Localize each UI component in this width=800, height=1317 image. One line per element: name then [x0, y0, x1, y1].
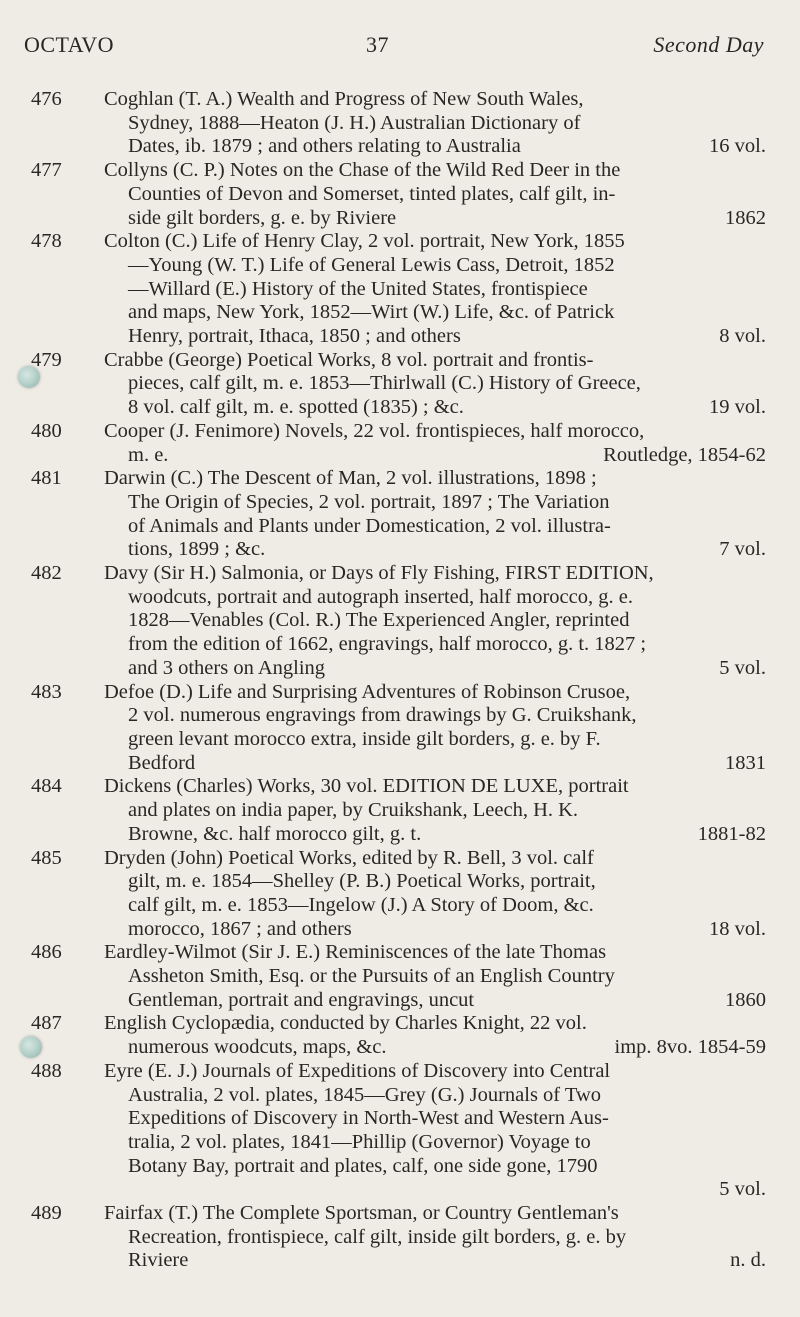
- lot-quantity: 1862: [725, 206, 766, 229]
- lot-entry: [31, 348, 766, 420]
- lot-text: Colton (C.) Life of Henry Clay, 2 vol. portrait, New York, 1855: [104, 230, 625, 253]
- lot-quantity: 1831: [725, 751, 766, 774]
- lot-line: [104, 467, 766, 491]
- lot-text: m. e.: [128, 443, 169, 466]
- lot-line: [104, 752, 766, 776]
- lot-line: [104, 728, 766, 752]
- lot-text: and maps, New York, 1852—Wirt (W.) Life, &c. of Patrick: [128, 301, 615, 324]
- lot-line: [104, 918, 766, 942]
- lot-line: [104, 799, 766, 823]
- lot-line: [104, 207, 766, 231]
- lot-text: Browne, &c. half morocco gilt, g. t.: [128, 822, 422, 845]
- lot-line: [104, 278, 766, 302]
- header-day: Second Day: [653, 32, 764, 57]
- lot-quantity: 16 vol.: [709, 135, 766, 158]
- lot-text: tions, 1899 ; &c.: [128, 538, 266, 561]
- lot-entry: [31, 1202, 766, 1273]
- lot-number: 477: [31, 159, 62, 182]
- lot-quantity: 5 vol.: [719, 656, 766, 679]
- lot-quantity: imp. 8vo. 1854-59: [614, 1036, 766, 1059]
- lot-text: Bedford: [128, 751, 196, 774]
- lot-quantity: 18 vol.: [709, 917, 766, 940]
- lot-text: Fairfax (T.) The Complete Sportsman, or Country Gentleman's: [104, 1202, 619, 1225]
- lot-line: [104, 420, 766, 444]
- lot-text: side gilt borders, g. e. by Riviere: [128, 206, 397, 229]
- lot-line: [104, 396, 766, 420]
- lot-quantity: 5 vol.: [719, 1178, 766, 1201]
- lot-entry: [31, 1059, 766, 1202]
- lot-line: [104, 941, 766, 965]
- lot-quantity: 19 vol.: [709, 396, 766, 419]
- lot-line: [104, 847, 766, 871]
- lot-text: Sydney, 1888—Heaton (J. H.) Australian Dictionary of: [128, 111, 581, 134]
- lot-line: [104, 1226, 766, 1250]
- lot-text: Davy (Sir H.) Salmonia, or Days of Fly Fishing, FIRST EDITION,: [104, 562, 654, 585]
- lot-line: [104, 254, 766, 278]
- lot-entry: [31, 419, 766, 467]
- lot-entry: [31, 846, 766, 942]
- lot-text: and plates on india paper, by Cruikshank, Leech, H. K.: [128, 799, 579, 822]
- lot-number: 487: [31, 1012, 62, 1035]
- lot-text: —Young (W. T.) Life of General Lewis Cass, Detroit, 1852: [128, 253, 615, 276]
- lot-quantity: 1860: [725, 988, 766, 1011]
- lot-text: Recreation, frontispiece, calf gilt, inside gilt borders, g. e. by: [128, 1225, 627, 1248]
- lot-line: [104, 1178, 766, 1202]
- lot-text: Collyns (C. P.) Notes on the Chase of the Wild Red Deer in the: [104, 159, 621, 182]
- lot-text: Expeditions of Discovery in North-West and Western Aus-: [128, 1107, 609, 1130]
- page-header: [24, 32, 776, 60]
- lot-entry: [31, 467, 766, 562]
- lot-text: tralia, 2 vol. plates, 1841—Phillip (Governor) Voyage to: [128, 1130, 591, 1153]
- lot-line: [104, 989, 766, 1013]
- lot-line: [104, 775, 766, 799]
- lot-number: 489: [31, 1202, 62, 1225]
- lot-line: [104, 372, 766, 396]
- lot-line: [104, 491, 766, 515]
- lot-line: [104, 1131, 766, 1155]
- lot-text: Eyre (E. J.) Journals of Expeditions of Discovery into Central: [104, 1059, 611, 1082]
- lot-line: [104, 657, 766, 681]
- lot-line: [104, 609, 766, 633]
- lot-line: [104, 1060, 766, 1084]
- lot-list: [0, 88, 800, 1273]
- lot-number: 484: [31, 775, 62, 798]
- lot-line: [104, 1249, 766, 1273]
- lot-text: 8 vol. calf gilt, m. e. spotted (1835) ; &c.: [128, 396, 464, 419]
- lot-line: [104, 325, 766, 349]
- lot-text: Counties of Devon and Somerset, tinted plates, calf gilt, in-: [128, 182, 616, 205]
- lot-text: from the edition of 1662, engravings, half morocco, g. t. 1827 ;: [128, 633, 647, 656]
- lot-text: Crabbe (George) Poetical Works, 8 vol. portrait and frontis-: [104, 348, 594, 371]
- lot-line: [104, 1155, 766, 1179]
- lot-number: 478: [31, 230, 62, 253]
- lot-number: 483: [31, 680, 62, 703]
- lot-text: The Origin of Species, 2 vol. portrait, 1897 ; The Variation: [128, 490, 610, 513]
- lot-number: 480: [31, 419, 62, 442]
- lot-line: [104, 1084, 766, 1108]
- lot-text: and 3 others on Angling: [128, 656, 326, 679]
- lot-text: Darwin (C.) The Descent of Man, 2 vol. illustrations, 1898 ;: [104, 467, 597, 490]
- lot-number: 481: [31, 467, 62, 490]
- lot-text: Henry, portrait, Ithaca, 1850 ; and others: [128, 325, 461, 348]
- lot-text: calf gilt, m. e. 1853—Ingelow (J.) A Story of Doom, &c.: [128, 893, 594, 916]
- lot-number: 488: [31, 1059, 62, 1082]
- lot-line: [104, 159, 766, 183]
- lot-text: Defoe (D.) Life and Surprising Adventures of Robinson Crusoe,: [104, 680, 631, 703]
- lot-text: Cooper (J. Fenimore) Novels, 22 vol. frontispieces, half morocco,: [104, 419, 645, 442]
- lot-text: green levant morocco extra, inside gilt borders, g. e. by F.: [128, 727, 601, 750]
- lot-quantity: Routledge, 1854-62: [603, 443, 766, 466]
- lot-line: [104, 823, 766, 847]
- lot-line: [104, 633, 766, 657]
- lot-text: English Cyclopædia, conducted by Charles Knight, 22 vol.: [104, 1012, 587, 1035]
- lot-line: [104, 1202, 766, 1226]
- lot-text: Coghlan (T. A.) Wealth and Progress of New South Wales,: [104, 88, 584, 110]
- lot-text: Botany Bay, portrait and plates, calf, one side gone, 1790: [128, 1154, 598, 1177]
- lot-line: [104, 88, 766, 112]
- lot-text: pieces, calf gilt, m. e. 1853—Thirlwall (C.) History of Greece,: [128, 372, 641, 395]
- lot-text: gilt, m. e. 1854—Shelley (P. B.) Poetical Works, portrait,: [128, 870, 596, 893]
- lot-line: [104, 135, 766, 159]
- lot-quantity: 7 vol.: [719, 538, 766, 561]
- lot-line: [104, 515, 766, 539]
- lot-entry: [31, 680, 766, 776]
- lot-line: [104, 183, 766, 207]
- lot-entry: [31, 88, 766, 159]
- lot-line: [104, 349, 766, 373]
- lot-line: [104, 704, 766, 728]
- lot-entry: [31, 941, 766, 1012]
- lot-line: [104, 301, 766, 325]
- lot-text: Dates, ib. 1879 ; and others relating to Australia: [128, 135, 521, 158]
- lot-line: [104, 681, 766, 705]
- lot-number: 482: [31, 562, 62, 585]
- lot-line: [104, 112, 766, 136]
- lot-text: —Willard (E.) History of the United States, frontispiece: [128, 277, 588, 300]
- lot-entry: [31, 230, 766, 349]
- lot-number: 485: [31, 846, 62, 869]
- lot-text: woodcuts, portrait and autograph inserted, half morocco, g. e.: [128, 585, 633, 608]
- lot-line: [104, 1107, 766, 1131]
- lot-line: [104, 444, 766, 468]
- lot-line: [104, 870, 766, 894]
- lot-line: [104, 538, 766, 562]
- lot-text: Dryden (John) Poetical Works, edited by R. Bell, 3 vol. calf: [104, 846, 594, 869]
- lot-line: [104, 1036, 766, 1060]
- lot-text: Australia, 2 vol. plates, 1845—Grey (G.) Journals of Two: [128, 1083, 602, 1106]
- lot-line: [104, 894, 766, 918]
- lot-line: [104, 1012, 766, 1036]
- lot-line: [104, 586, 766, 610]
- lot-text: numerous woodcuts, maps, &c.: [128, 1036, 387, 1059]
- lot-text: Riviere: [128, 1249, 189, 1272]
- lot-entry: [31, 159, 766, 230]
- lot-text: [128, 1178, 133, 1200]
- lot-entry: [31, 775, 766, 846]
- lot-quantity: 8 vol.: [719, 325, 766, 348]
- lot-quantity: 1881-82: [697, 822, 766, 845]
- lot-text: 1828—Venables (Col. R.) The Experienced Angler, reprinted: [128, 609, 630, 632]
- lot-quantity: n. d.: [730, 1249, 766, 1272]
- lot-number: 486: [31, 941, 62, 964]
- lot-text: Eardley-Wilmot (Sir J. E.) Reminiscences of the late Thomas: [104, 941, 607, 964]
- lot-text: Gentleman, portrait and engravings, uncut: [128, 988, 475, 1011]
- lot-line: [104, 230, 766, 254]
- lot-text: morocco, 1867 ; and others: [128, 917, 352, 940]
- lot-text: of Animals and Plants under Domestication, 2 vol. illustra-: [128, 514, 611, 537]
- page-number: 37: [366, 32, 389, 57]
- lot-number: 479: [31, 348, 62, 371]
- lot-text: Assheton Smith, Esq. or the Pursuits of an English Country: [128, 965, 615, 988]
- lot-text: Dickens (Charles) Works, 30 vol. EDITION DE LUXE, portrait: [104, 775, 629, 798]
- lot-text: 2 vol. numerous engravings from drawings by G. Cruikshank,: [128, 704, 637, 727]
- lot-entry: [31, 562, 766, 681]
- lot-number: 476: [31, 88, 62, 110]
- lot-line: [104, 562, 766, 586]
- lot-entry: [31, 1012, 766, 1059]
- header-format: OCTAVO: [24, 32, 115, 57]
- lot-line: [104, 965, 766, 989]
